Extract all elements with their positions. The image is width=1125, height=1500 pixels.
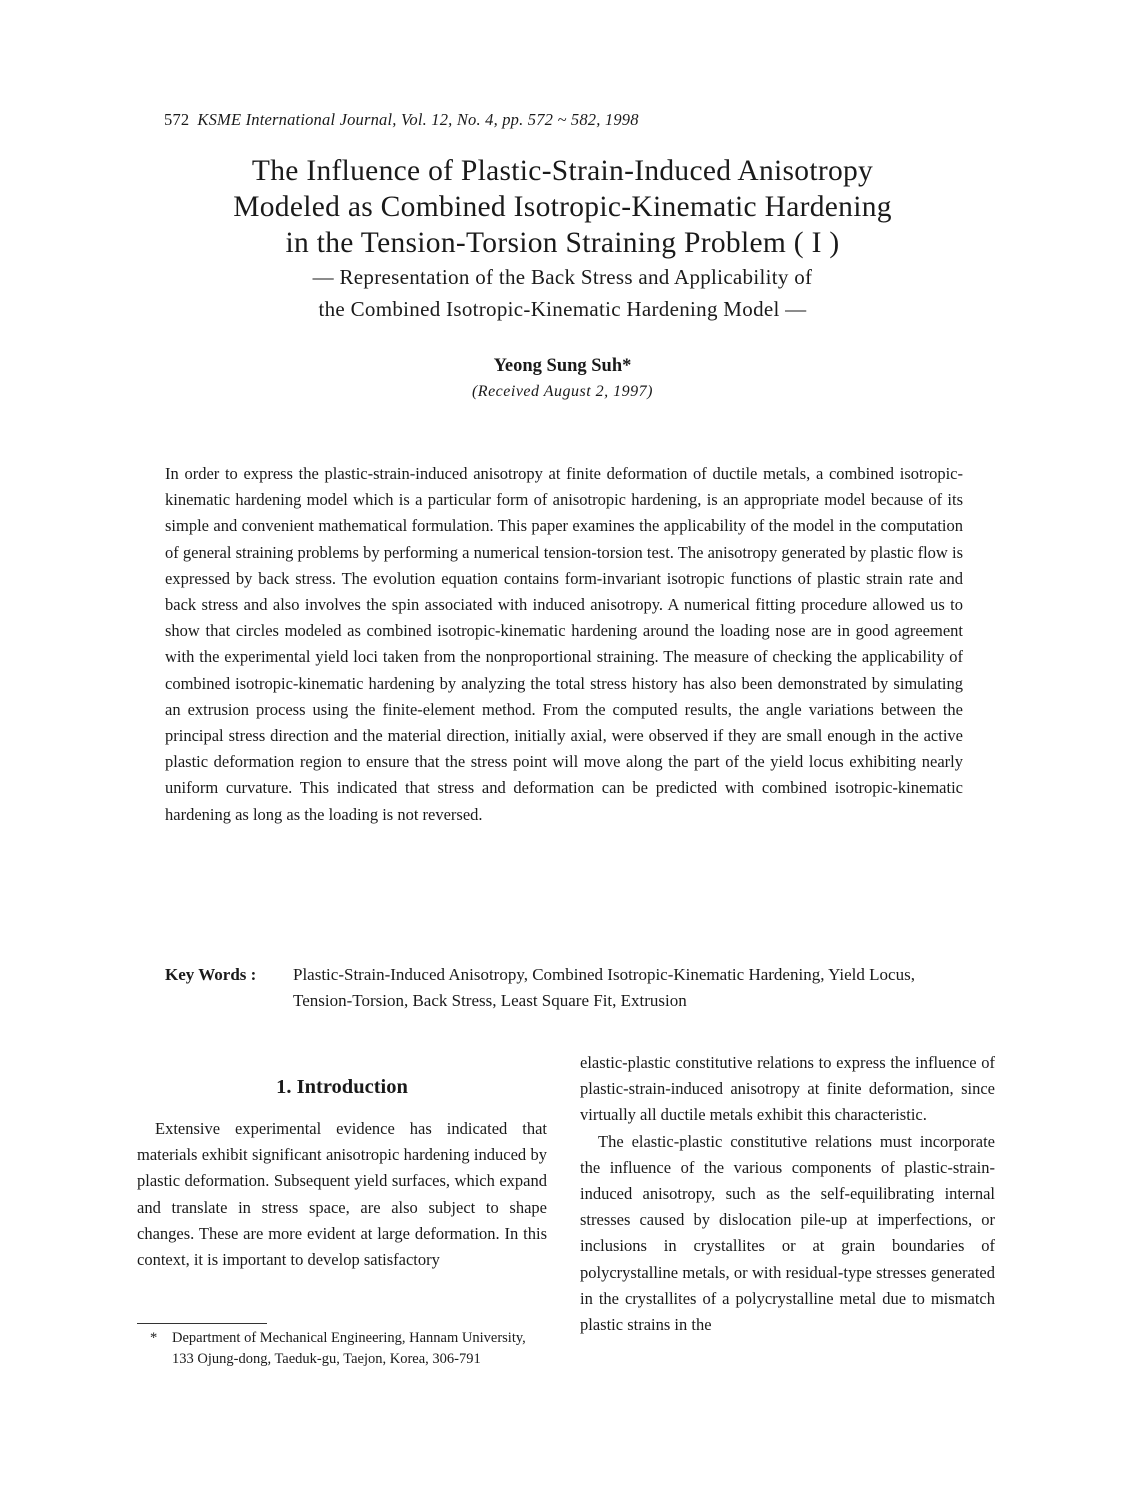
abstract: In order to express the plastic-strain-induced anisotropy at finite deformation of ductile metals, a combined isotropic-kinematic hardening model which is a particular form of anisotropic hardening, is an appropriate model because of its simple and convenient mathematical formulation. This paper examines the applicability of the model in the computation of general straining problems by performing a numerical tension-torsion test. The anisotropy generated by plastic flow is expressed by back stress. The evolution equation contains form-invariant isotropic functions of plastic strain rate and back stress and also involves the spin associated with induced anisotropy. A numerical fitting procedure allowed us to show that circles modeled as combined isotropic-kinematic hardening around the loading nose are in good agreement with the experimental yield loci taken from the nonproportional straining. The measure of checking the applicability of combined isotropic-kinematic hardening by analyzing the total stress history has also been demonstrated by simulating an extrusion process using the finite-element method. From the computed results, the angle variations between the principal stress direction and the material direction, initially axial, were observed if they are small enough in the active plastic deformation region to ensure that the stress point will move along the part of the yield locus exhibiting nearly uniform curvature. This indicated that stress and deformation can be predicted with combined isotropic-kinematic hardening as long as the loading is not reversed.	[165, 464, 963, 824]
running-header	[164, 110, 639, 130]
title-line-2: Modeled as Combined Isotropic-Kinematic Hardening	[233, 191, 892, 223]
section-heading-introduction: 1. Introduction	[276, 1076, 408, 1098]
intro-paragraph-1: Extensive experimental evidence has indicated that materials exhibit significant anisotropic hardening induced by plastic deformation. Subsequent yield surfaces, which expand and translate in stress space, are also subject to shape changes. These are more evident at large deformation. In this context, it is important to develop satisfactory	[137, 1119, 547, 1270]
footnote-mark: *	[150, 1330, 158, 1346]
subtitle-line-1: — Representation of the Back Stress and Applicability of	[312, 265, 813, 289]
author-name: Yeong Sung Suh*	[493, 356, 632, 376]
footnote	[150, 1328, 548, 1369]
left-column	[137, 1050, 547, 1273]
right-column	[580, 1050, 995, 1338]
intro-paragraph-continued: elastic-plastic constitutive relations to express the influence of plastic-strain-induced anisotropy at finite deformation, since virtually all ductile metals exhibit this characteristic.	[580, 1053, 995, 1125]
intro-paragraph-2: The elastic-plastic constitutive relations must incorporate the influence of the various components of plastic-strain-induced anisotropy, such as the self-equilibrating internal stresses caused by dislocation pile-up at imperfections, or inclusions in crystallites or at grain boundaries of polycrystalline metals, or with residual-type stresses generated in the crystallites of a polycrystalline metal due to mismatch plastic strains in the	[580, 1131, 995, 1335]
footnote-divider	[137, 1323, 267, 1324]
keywords-label: Key Words :	[165, 965, 257, 984]
page-number: 572	[164, 110, 190, 129]
subtitle-line-2: the Combined Isotropic-Kinematic Hardening Model —	[318, 297, 807, 321]
footnote-text: Department of Mechanical Engineering, Hannam University, 133 Ojung-dong, Taeduk-gu, Taejon, Korea, 306-791	[172, 1330, 526, 1367]
keywords-text: Plastic-Strain-Induced Anisotropy, Combined Isotropic-Kinematic Hardening, Yield Locus, Tension-Torsion, Back Stress, Least Square Fit, Extrusion	[293, 965, 915, 1010]
title-line-1: The Influence of Plastic-Strain-Induced Anisotropy	[251, 155, 874, 187]
journal-citation: KSME International Journal, Vol. 12, No. 4, pp. 572 ~ 582, 1998	[197, 110, 639, 129]
title-block	[150, 153, 975, 325]
title-line-3: in the Tension-Torsion Straining Problem ( I )	[285, 227, 840, 259]
received-date: (Received August 2, 1997)	[471, 383, 654, 400]
